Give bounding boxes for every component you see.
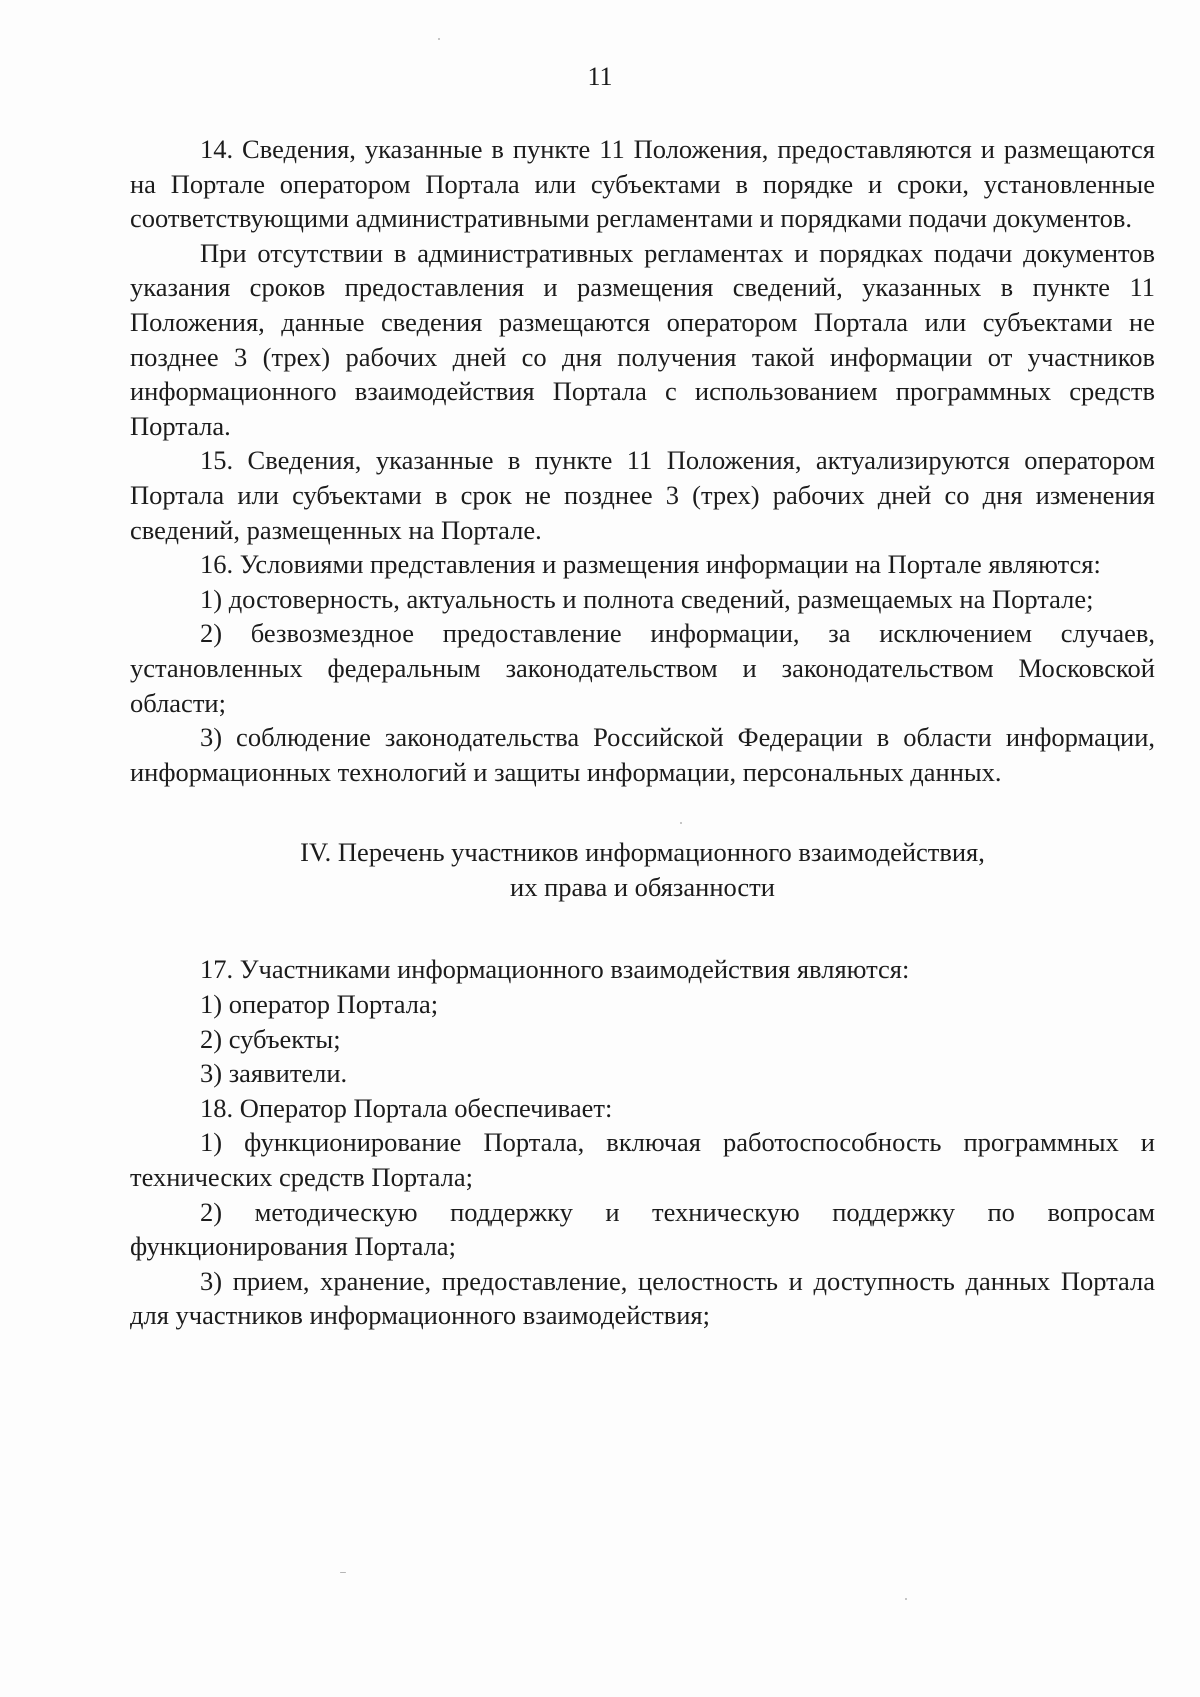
paragraph-16-item-3: 3) соблюдение законодательства Российской Федерации в области информации, информационных технологий и защиты информации, персональных данных. [130,722,1155,787]
paragraph-17-item-3: 3) заявители. [200,1058,348,1089]
paragraph-18: 18. Оператор Портала обеспечивает: [200,1092,613,1123]
paragraph-18-item-2: 2) методическую поддержку и техническую поддержку по вопросам функционирования Портала; [130,1196,1155,1262]
scan-speck [340,1572,346,1573]
document-body [130,132,1155,1333]
paragraph-16-item-2: 2) безвозмездное предоставление информации, за исключением случаев, установленных федеральным законодательством и законодательством Московской области; [130,618,1155,718]
section-heading [130,835,1155,904]
paragraph-18-item-3: 3) прием, хранение, предоставление, целостность и доступность данных Портала для участников информационного взаимодействия; [130,1265,1155,1331]
paragraph-16: 16. Условиями представления и размещения информации на Портале являются: [200,549,1101,580]
section-heading-line-2: их права и обязанности [510,871,775,902]
page-number: 11 [587,62,613,91]
paragraph-14-continued: При отсутствии в административных регламентах и порядках подачи документов указания сроков предоставления и размещения сведений, указанных в пункте 11 Положения, данные сведения размещаются оператором Портала или субъектами не позднее 3 (трех) рабочих дней со дня получения такой информации от участников информационного взаимодействия Портала с использованием программных средств Портала. [130,237,1155,441]
paragraph-17: 17. Участниками информационного взаимодействия являются: [200,954,910,985]
paragraph-17-item-2: 2) субъекты; [200,1023,341,1054]
section-heading-line-1: IV. Перечень участников информационного взаимодействия, [300,837,985,868]
paragraph-14: 14. Сведения, указанные в пункте 11 Положения, предоставляются и размещаются на Портале оператором Портала или субъектами в порядке и сроки, установленные соответствующими административными регламентами и порядками подачи документов. [130,134,1155,234]
scan-speck [905,1598,907,1600]
paragraph-16-item-1: 1) достоверность, актуальность и полнота сведений, размещаемых на Портале; [200,583,1094,614]
paragraph-18-item-1: 1) функционирование Портала, включая работоспособность программных и технических средств Портала; [130,1127,1155,1193]
scan-speck [680,822,682,824]
paragraph-15: 15. Сведения, указанные в пункте 11 Положения, актуализируются оператором Портала или субъектами в срок не позднее 3 (трех) рабочих дней со дня изменения сведений, размещенных на Портале. [130,445,1155,545]
paragraph-17-item-1: 1) оператор Портала; [200,989,439,1020]
scan-speck [438,38,440,40]
